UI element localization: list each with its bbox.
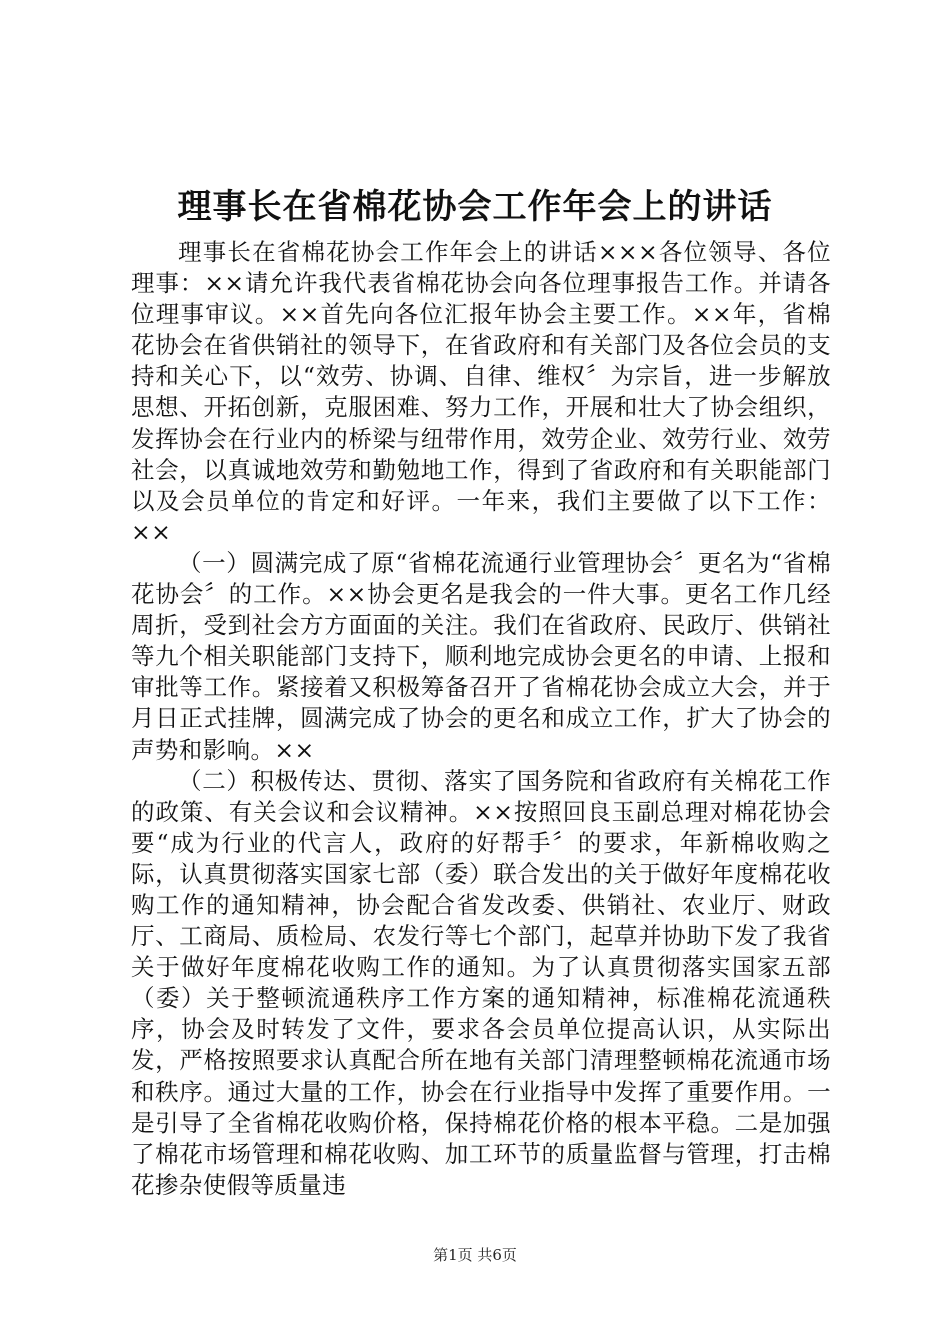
document-title: 理事长在省棉花协会工作年会上的讲话 [177, 187, 773, 227]
page-footer: 第1页 共6页 [433, 1246, 517, 1264]
paragraph-intro: 理事长在省棉花协会工作年会上的讲话×××各位领导、各位理事：××请允许我代表省棉花协会向各位理事报告工作。并请各位理事审议。××首先向各位汇报年协会主要工作。××年，省棉花协会在省供销社的领导下，在省政府和有关部门及各位会员的支持和关心下，以“效劳、协调、自律、维权〞为宗旨，进一步解放思想、开拓创新，克服困难、努力工作，开展和壮大了协会组织，发挥协会在行业内的桥梁与纽带作用，效劳企业、效劳行业、效劳社会，以真诚地效劳和勤勉地工作，得到了省政府和有关职能部门以及会员单位的肯定和好评。一年来，我们主要做了以下工作：×× [131, 238, 831, 546]
document-body [131, 237, 831, 1201]
paragraph-section-2: （二）积极传达、贯彻、落实了国务院和省政府有关棉花工作的政策、有关会议和会议精神。××按照回良玉副总理对棉花协会要“成为行业的代言人，政府的好帮手〞的要求，年新棉收购之际，认真贯彻落实国家七部（委）联合发出的关于做好年度棉花收购工作的通知精神，协会配合省发改委、供销社、农业厅、财政厅、工商局、质检局、农发行等七个部门，起草并协助下发了我省关于做好年度棉花收购工作的通知。为了认真贯彻落实国家五部（委）关于整顿流通秩序工作方案的通知精神，标准棉花流通秩序，协会及时转发了文件，要求各会员单位提高认识，从实际出发，严格按照要求认真配合所在地有关部门清理整顿棉花流通市场和秩序。通过大量的工作，协会在行业指导中发挥了重要作用。一是引导了全省棉花收购价格，保持棉花价格的根本平稳。二是加强了棉花市场管理和棉花收购、加工环节的质量监督与管理，打击棉花掺杂使假等质量违 [131, 766, 831, 1199]
paragraph-section-1: （一）圆满完成了原“省棉花流通行业管理协会〞更名为“省棉花协会〞的工作。××协会更名是我会的一件大事。更名工作几经周折，受到社会方方面面的关注。我们在省政府、民政厅、供销社等九个相关职能部门支持下，顺利地完成协会更名的申请、上报和审批等工作。紧接着又积极筹备召开了省棉花协会成立大会，并于月日正式挂牌，圆满完成了协会的更名和成立工作，扩大了协会的声势和影响。×× [131, 548, 831, 764]
